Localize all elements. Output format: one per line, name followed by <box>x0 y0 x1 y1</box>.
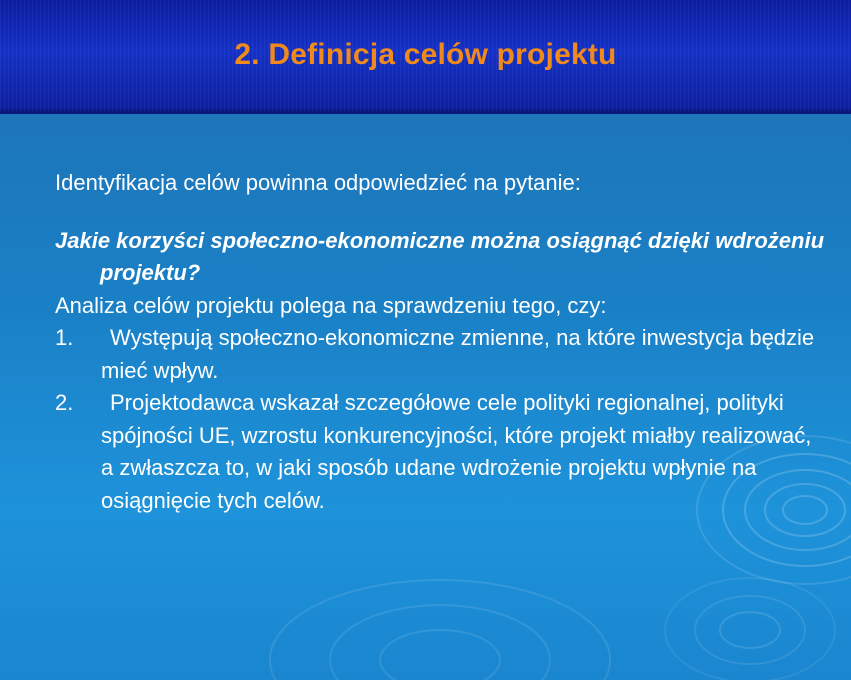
list-item-text: Projektodawca wskazał szczegółowe cele polityki regionalnej, polityki spójności UE, wzrostu konkurencyjności, które projekt miałby realizować, a zwłaszcza to, w jaki sposób udane wdrożenie projektu wpłynie na osiągnięcie tych celów. <box>101 390 812 513</box>
slide-header <box>0 0 851 114</box>
ripple-decoration-bottom <box>240 560 640 680</box>
list-item <box>55 322 825 387</box>
slide-title: 2. Definicja celów projektu <box>234 38 617 71</box>
analysis-text: Analiza celów projektu polega na sprawdzeniu tego, czy: <box>55 292 607 318</box>
list-item-number: 2. <box>55 390 74 415</box>
list-item <box>55 387 825 517</box>
list-item-text: Występują społeczno-ekonomiczne zmienne, na które inwestycja będzie mieć wpływ. <box>101 325 815 383</box>
header-shadow <box>0 107 851 113</box>
slide-body <box>55 167 825 517</box>
intro-text: Identyfikacja celów powinna odpowiedzieć na pytanie: <box>55 170 581 195</box>
key-question: Jakie korzyści społeczno-ekonomiczne można osiągnąć dzięki wdrożeniu projektu? <box>55 227 825 285</box>
list-item-number: 1. <box>55 325 74 350</box>
